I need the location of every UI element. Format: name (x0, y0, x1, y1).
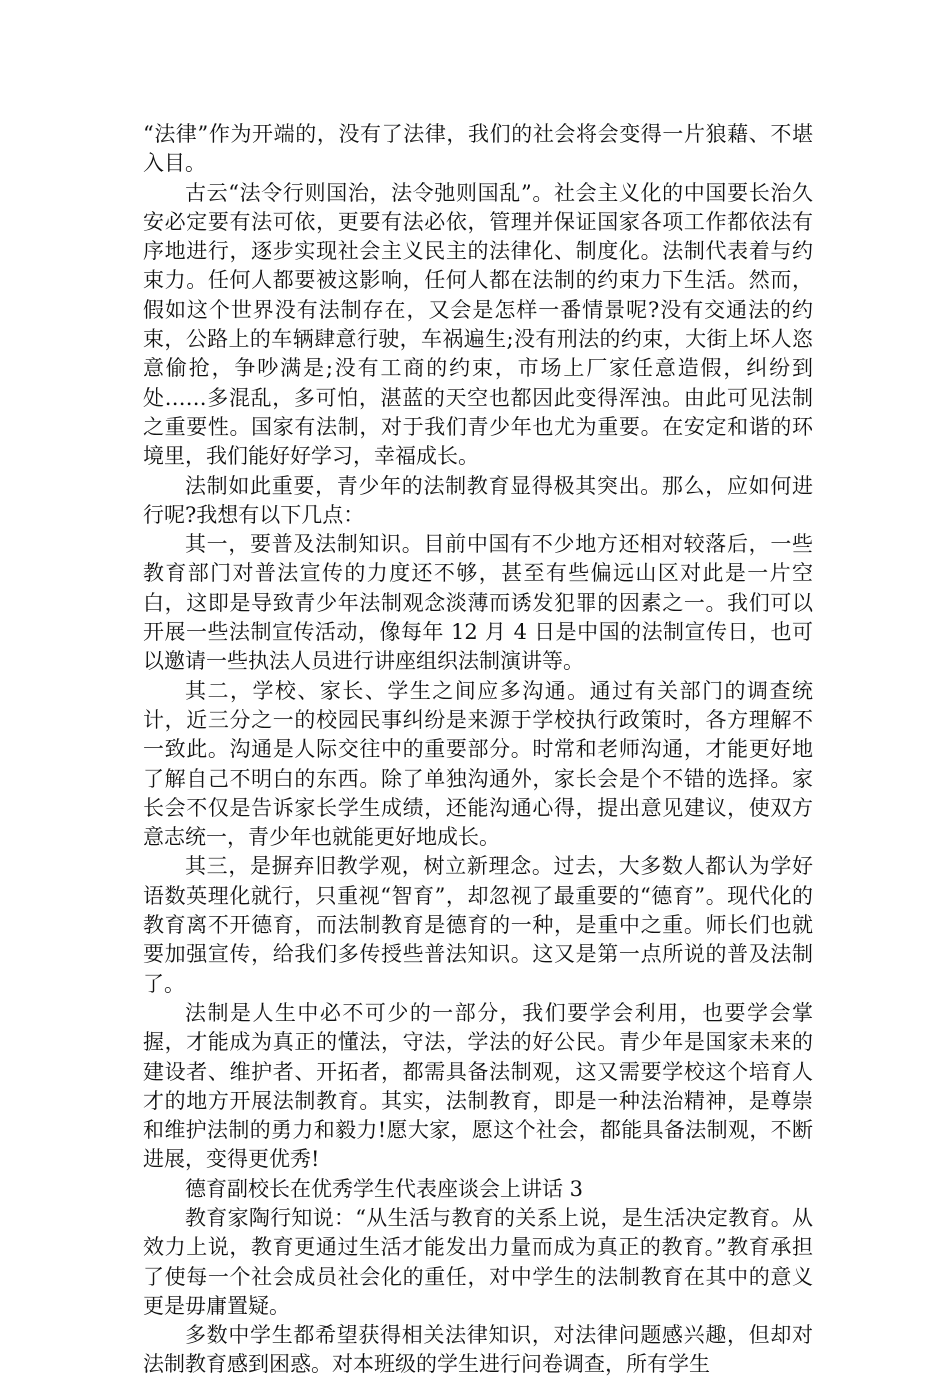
paragraph-continued: “法律”作为开端的，没有了法律，我们的社会将会变得一片狼藉、不堪入目。 (143, 122, 813, 176)
paragraph-rule-of-law: 古云“法令行则国治，法令弛则国乱”。社会主义化的中国要长治久安必定要有法可依，更要有法必依，管理并保证国家各项工作都依法有序地进行，逐步实现社会主义民主的法律化、制度化。法制代表着与约束力。任何人都要被这影响，任何人都在法制的约束力下生活。然而，假如这个世界没有法制存在，又会是怎样一番情景呢?没有交通法的约束，公路上的车辆肆意行驶，车祸遍生;没有刑法的约束，大街上坏人恣意偷抢，争吵满是;没有工商的约束，市场上厂家任意造假，纠纷到处……多混乱，多可怕，湛蓝的天空也都因此变得浑浊。由此可见法制之重要性。国家有法制，对于我们青少年也尤为重要。在安定和谐的环境里，我们能好好学习，幸福成长。 (143, 180, 813, 469)
paragraph-point-one: 其一，要普及法制知识。目前中国有不少地方还相对较落后，一些教育部门对普法宣传的力度还不够，甚至有些偏远山区对此是一片空白，这即是导致青少年法制观念淡薄而诱发犯罪的因素之一。我们可以开展一些法制宣传活动，像每年 12 月 4 日是中国的法制宣传日，也可以邀请一些执法人员进行讲座组织法制演讲等。 (143, 532, 813, 674)
paragraph-survey: 多数中学生都希望获得相关法律知识，对法律问题感兴趣，但却对法制教育感到困惑。对本班级的学生进行问卷调查，所有学生 (143, 1323, 813, 1377)
document-body (143, 120, 813, 1380)
paragraph-point-three: 其三，是摒弃旧教学观，树立新理念。过去，大多数人都认为学好语数英理化就行，只重视“智育”，却忽视了最重要的“德育”。现代化的教育离不开德育，而法制教育是德育的一种，是重中之重。师长们也就要加强宣传，给我们多传授些普法知识。这又是第一点所说的普及法制了。 (143, 854, 813, 996)
section-heading: 德育副校长在优秀学生代表座谈会上讲话 3 (185, 1176, 584, 1201)
paragraph-conclusion: 法制是人生中必不可少的一部分，我们要学会利用，也要学会掌握，才能成为真正的懂法，守法，学法的好公民。青少年是国家未来的建设者、维护者、开拓者，都需具备法制观，这又需要学校这个培育人才的地方开展法制教育。其实，法制教育，即是一种法治精神，是尊崇和维护法制的勇力和毅力!愿大家，愿这个社会，都能具备法制观，不断进展，变得更优秀! (143, 1000, 813, 1172)
paragraph-tao-quote: 教育家陶行知说：“从生活与教育的关系上说，是生活决定教育。从效力上说，教育更通过生活才能发出力量而成为真正的教育。”教育承担了使每一个社会成员社会化的重任，对中学生的法制教育在其中的意义更是毋庸置疑。 (143, 1205, 813, 1318)
paragraph-how-to-proceed: 法制如此重要，青少年的法制教育显得极其突出。那么，应如何进行呢?我想有以下几点： (143, 473, 813, 527)
paragraph-point-two: 其二，学校、家长、学生之间应多沟通。通过有关部门的调查统计，近三分之一的校园民事纠纷是来源于学校执行政策时，各方理解不一致此。沟通是人际交往中的重要部分。时常和老师沟通，才能更好地了解自己不明白的东西。除了单独沟通外，家长会是个不错的选择。家长会不仅是告诉家长学生成绩，还能沟通心得，提出意见建议，使双方意志统一，青少年也就能更好地成长。 (143, 678, 813, 850)
